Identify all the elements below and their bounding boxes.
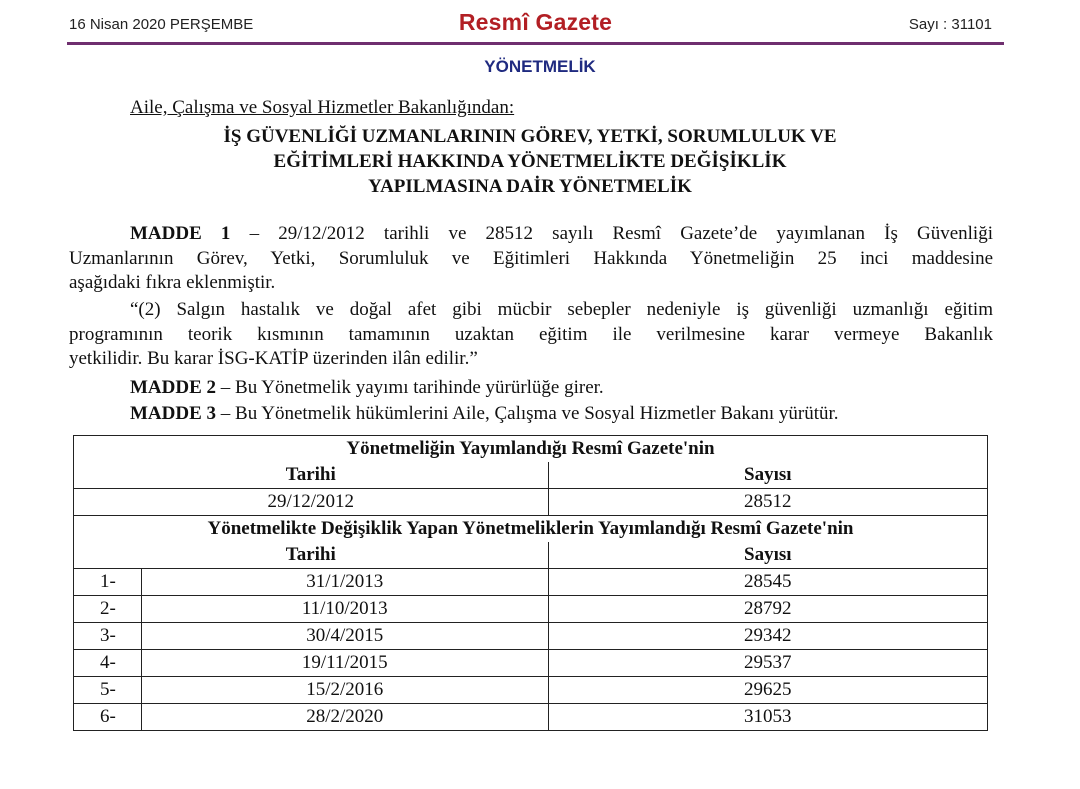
original-issue: 28512 [548,489,987,516]
table-row [74,704,988,731]
regulation-title-line-2: EĞİTİMLERİ HAKKINDA YÖNETMELİKTE DEĞİŞİKLİK [273,151,787,172]
row-issue: 29625 [548,677,987,704]
madde-1-line-1 [69,222,993,246]
issue-number: Sayı : 31101 [908,16,992,33]
madde-1-line-3: aşağıdaki fıkra eklenmiştir. [69,272,276,293]
col-header-date: Tarihi [74,462,549,489]
row-number: 5- [74,677,142,704]
regulation-title-line-3: YAPILMASINA DAİR YÖNETMELİK [368,176,692,197]
gazette-title: Resmî Gazete [458,9,613,35]
fikra-line-1 [69,298,993,322]
col-header-issue: Sayısı [548,462,987,489]
madde-1-line-2: Uzmanlarının Görev, Yetki, Sorumluluk ve Eğitimleri Hakkında Yönetmeliğin 25 inci maddesine [69,248,993,269]
table-row [74,596,988,623]
fikra-text: “(2) Salgın hastalık ve doğal afet gibi mücbir sebepler nedeniyle iş güvenliği uzmanlığı eğitim [130,299,993,320]
table-row [74,569,988,596]
madde-1-label: MADDE 1 [130,223,231,244]
table-row-original [74,489,988,516]
row-date: 31/1/2013 [141,569,548,596]
fikra-line-2: programının teorik kısmının tamamının uzaktan eğitim ile verilmesine karar vermeye Bakanlık [69,324,993,345]
row-issue: 28792 [548,596,987,623]
publication-table [73,435,988,731]
row-number: 6- [74,704,142,731]
row-issue: 29537 [548,650,987,677]
original-date: 29/12/2012 [74,489,549,516]
madde-2-label: MADDE 2 [130,377,217,398]
col-header-issue-2: Sayısı [548,542,987,569]
madde-2 [69,376,993,400]
madde-3-label: MADDE 3 [130,403,217,424]
madde-1-text: – 29/12/2012 tarihli ve 28512 sayılı Resmî Gazete’de yayımlanan İş Güvenliği [230,223,993,244]
table-row [74,650,988,677]
col-header-date-2: Tarihi [74,542,549,569]
table-row [74,623,988,650]
row-issue: 28545 [548,569,987,596]
row-date: 30/4/2015 [141,623,548,650]
table-header-original: Yönetmeliğin Yayımlandığı Resmî Gazete'nin [74,436,988,463]
section-heading: YÖNETMELİK [484,57,596,76]
row-issue: 29342 [548,623,987,650]
regulation-title-line-1: İŞ GÜVENLİĞİ UZMANLARININ GÖREV, YETKİ, SORUMLULUK VE [223,126,837,147]
row-number: 4- [74,650,142,677]
madde-2-text: – Bu Yönetmelik yayımı tarihinde yürürlüğe girer. [216,377,604,398]
fikra-line-3: yetkilidir. Bu karar İSG-KATİP üzerinden ilân edilir.” [69,348,478,369]
madde-3-text: – Bu Yönetmelik hükümlerini Aile, Çalışma ve Sosyal Hizmetler Bakanı yürütür. [216,403,839,424]
row-number: 2- [74,596,142,623]
table-header-amendments: Yönetmelikte Değişiklik Yapan Yönetmeliklerin Yayımlandığı Resmî Gazete'nin [74,516,988,543]
issue-date: 16 Nisan 2020 PERŞEMBE [69,16,254,33]
madde-3 [69,402,993,426]
row-date: 19/11/2015 [141,650,548,677]
row-issue: 31053 [548,704,987,731]
row-date: 11/10/2013 [141,596,548,623]
row-number: 1- [74,569,142,596]
row-date: 28/2/2020 [141,704,548,731]
table-row [74,677,988,704]
row-number: 3- [74,623,142,650]
gazette-header [67,8,1004,45]
row-date: 15/2/2016 [141,677,548,704]
ministry-line: Aile, Çalışma ve Sosyal Hizmetler Bakanlığından: [130,97,515,118]
